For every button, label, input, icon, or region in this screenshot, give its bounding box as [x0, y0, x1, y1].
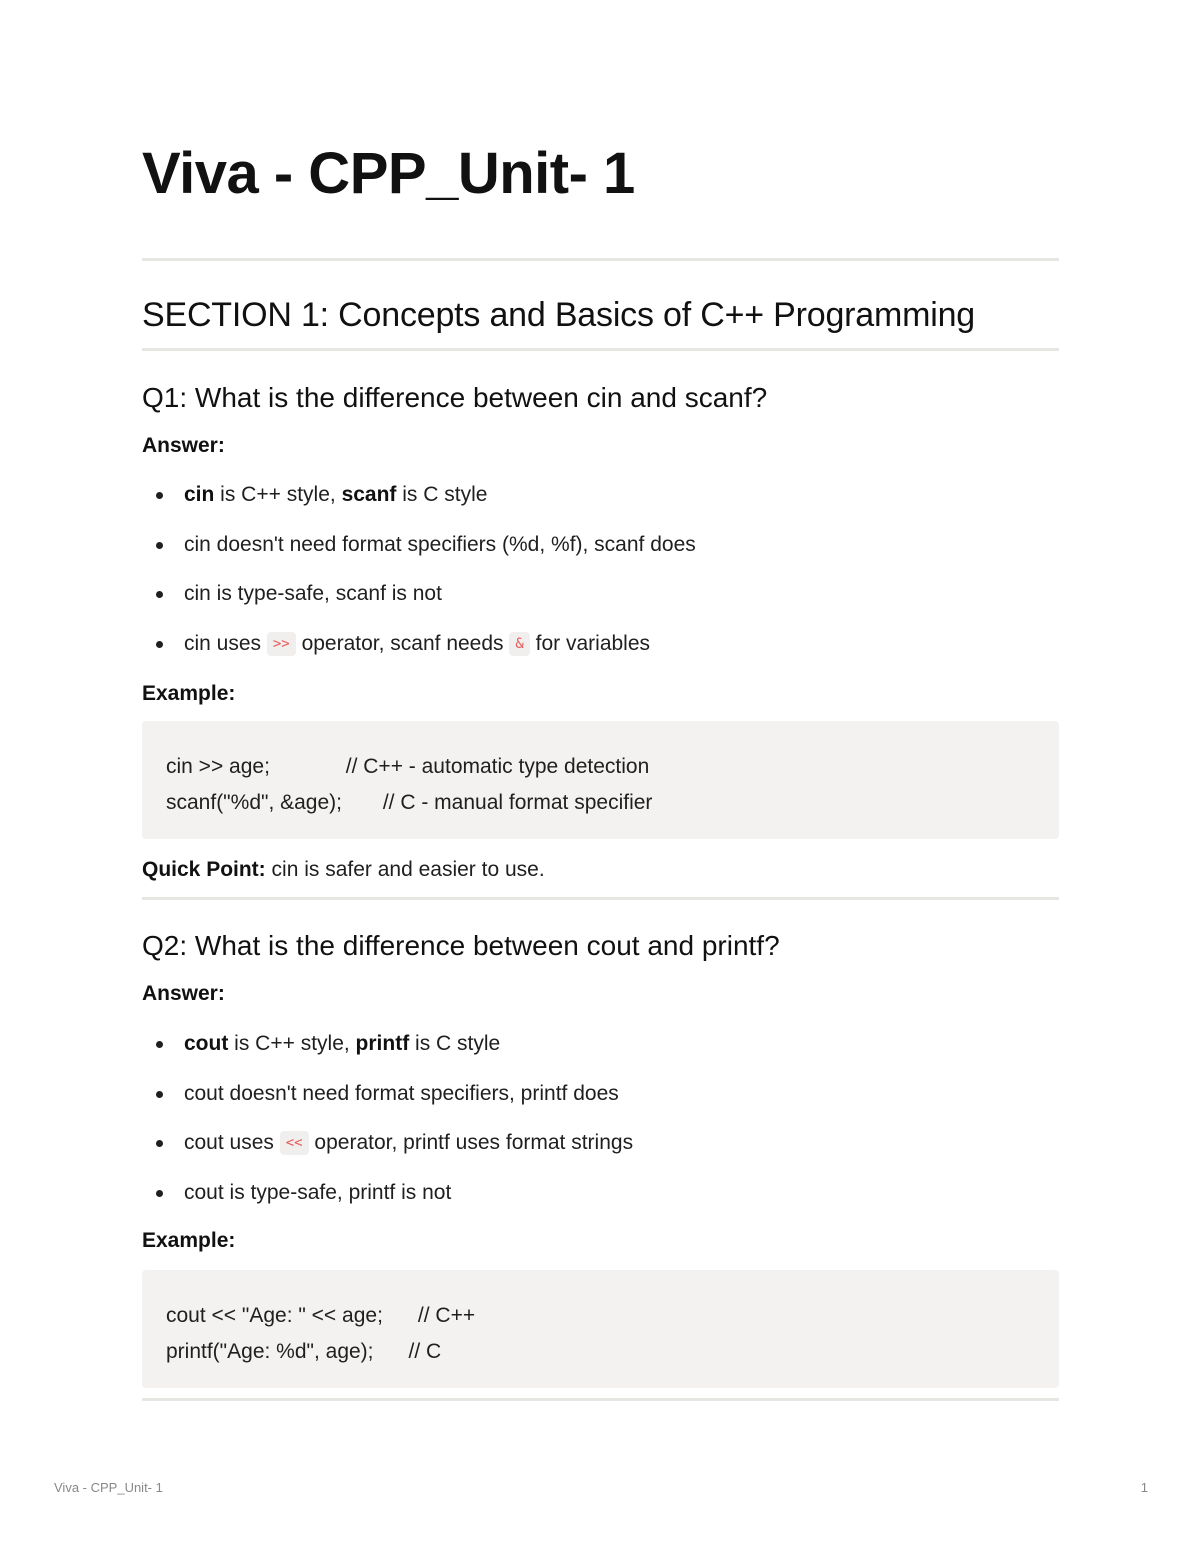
bullet-dot-icon [156, 641, 163, 648]
quick-point-label: Quick Point: [142, 858, 266, 881]
question-title-q2: Q2: What is the difference between cout and printf? [142, 930, 780, 961]
bullet-dot-icon [156, 1091, 163, 1098]
code-line: printf("Age: %d", age); // C [166, 1340, 442, 1363]
footer-page-number: 1 [1140, 1480, 1148, 1495]
bullet-dot-icon [156, 542, 163, 549]
code-line: cout << "Age: " << age; // C++ [166, 1304, 476, 1327]
code-line: scanf("%d", &age); // C - manual format specifier [166, 791, 653, 814]
bullet-dot-icon [156, 1190, 163, 1197]
answer-label: Answer: [142, 434, 225, 457]
code-block-q1 [142, 721, 1059, 839]
example-label: Example: [142, 682, 236, 705]
inline-code: << [280, 1131, 309, 1155]
answer-list-q1 [142, 482, 696, 680]
list-item: cin doesn't need format specifiers (%d, %f), scanf does [142, 532, 696, 558]
inline-code: & [509, 632, 529, 656]
document-title: Viva - CPP_Unit- 1 [142, 141, 635, 206]
bullet-dot-icon [156, 1041, 163, 1048]
divider [142, 897, 1059, 900]
code-line: cin >> age; // C++ - automatic type detection [166, 755, 650, 778]
list-item: cin is type-safe, scanf is not [142, 581, 696, 607]
bullet-dot-icon [156, 1140, 163, 1147]
list-item: cout doesn't need format specifiers, printf does [142, 1081, 633, 1107]
list-item: cin is C++ style, scanf is C style [142, 482, 696, 508]
list-item: cout uses << operator, printf uses format strings [142, 1130, 633, 1156]
example-label: Example: [142, 1229, 236, 1252]
question-title-q1: Q1: What is the difference between cin and scanf? [142, 382, 768, 413]
list-item: cin uses >> operator, scanf needs & for variables [142, 631, 696, 657]
list-item: cout is C++ style, printf is C style [142, 1031, 633, 1057]
answer-list-q2 [142, 1031, 633, 1229]
divider [142, 1398, 1059, 1401]
bullet-dot-icon [156, 591, 163, 598]
bullet-dot-icon [156, 492, 163, 499]
inline-code: >> [267, 632, 296, 656]
quick-point-text: cin is safer and easier to use. [265, 858, 545, 881]
footer-document-title: Viva - CPP_Unit- 1 [54, 1480, 163, 1495]
code-block-q2 [142, 1270, 1059, 1388]
divider [142, 348, 1059, 351]
answer-label: Answer: [142, 982, 225, 1005]
divider [142, 258, 1059, 261]
quick-point [142, 858, 545, 882]
list-item: cout is type-safe, printf is not [142, 1180, 633, 1206]
section-title: SECTION 1: Concepts and Basics of C++ Programming [142, 296, 975, 334]
